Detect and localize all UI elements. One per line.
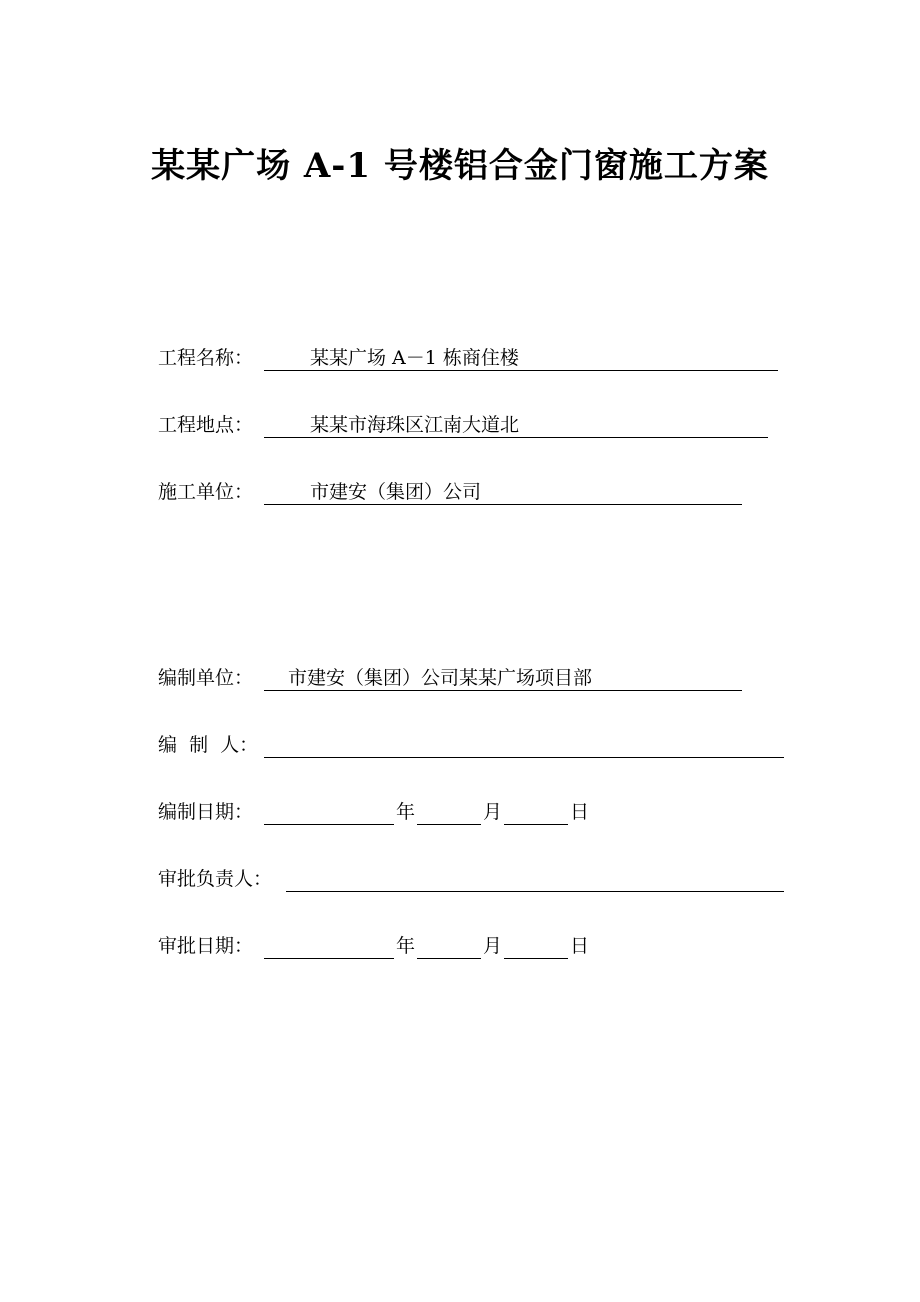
compiling-unit-value: 市建安（集团）公司某某广场项目部 bbox=[288, 667, 593, 689]
project-location-label: 工程地点： bbox=[158, 414, 254, 436]
project-name-label: 工程名称： bbox=[158, 347, 254, 369]
approver-row bbox=[158, 864, 786, 894]
compiler-row bbox=[158, 730, 786, 760]
approval-day-underline bbox=[504, 958, 568, 959]
contractor-row bbox=[158, 477, 744, 507]
approval-year-text: 年 bbox=[396, 935, 416, 957]
project-location-value: 某某市海珠区江南大道北 bbox=[310, 414, 520, 436]
compile-year-text: 年 bbox=[396, 801, 416, 823]
approval-month-text: 月 bbox=[483, 935, 503, 957]
contractor-label: 施工单位： bbox=[158, 481, 254, 503]
compile-month-underline bbox=[417, 824, 481, 825]
approval-month-underline bbox=[417, 958, 481, 959]
approval-year-underline bbox=[264, 958, 394, 959]
approver-underline bbox=[286, 891, 784, 892]
approver-label: 审批负责人： bbox=[158, 868, 273, 890]
project-name-value: 某某广场 A－1 栋商住楼 bbox=[310, 347, 519, 369]
compile-date-row bbox=[158, 797, 598, 827]
compile-day-underline bbox=[504, 824, 568, 825]
document-title: 某某广场 A-1 号楼铝合金门窗施工方案 bbox=[151, 146, 769, 186]
project-location-row bbox=[158, 410, 770, 440]
compile-month-text: 月 bbox=[483, 801, 503, 823]
compiler-underline bbox=[264, 757, 784, 758]
compile-day-text: 日 bbox=[570, 801, 590, 823]
approval-day-text: 日 bbox=[570, 935, 590, 957]
contractor-value: 市建安（集团）公司 bbox=[310, 481, 482, 503]
compile-date-label: 编制日期： bbox=[158, 801, 254, 823]
compiling-unit-label: 编制单位： bbox=[158, 667, 254, 689]
approval-date-row bbox=[158, 931, 598, 961]
compiler-label: 编 制 人： bbox=[158, 734, 259, 756]
compile-year-underline bbox=[264, 824, 394, 825]
compiling-unit-row bbox=[158, 663, 744, 693]
project-name-row bbox=[158, 343, 780, 373]
approval-date-label: 审批日期： bbox=[158, 935, 254, 957]
